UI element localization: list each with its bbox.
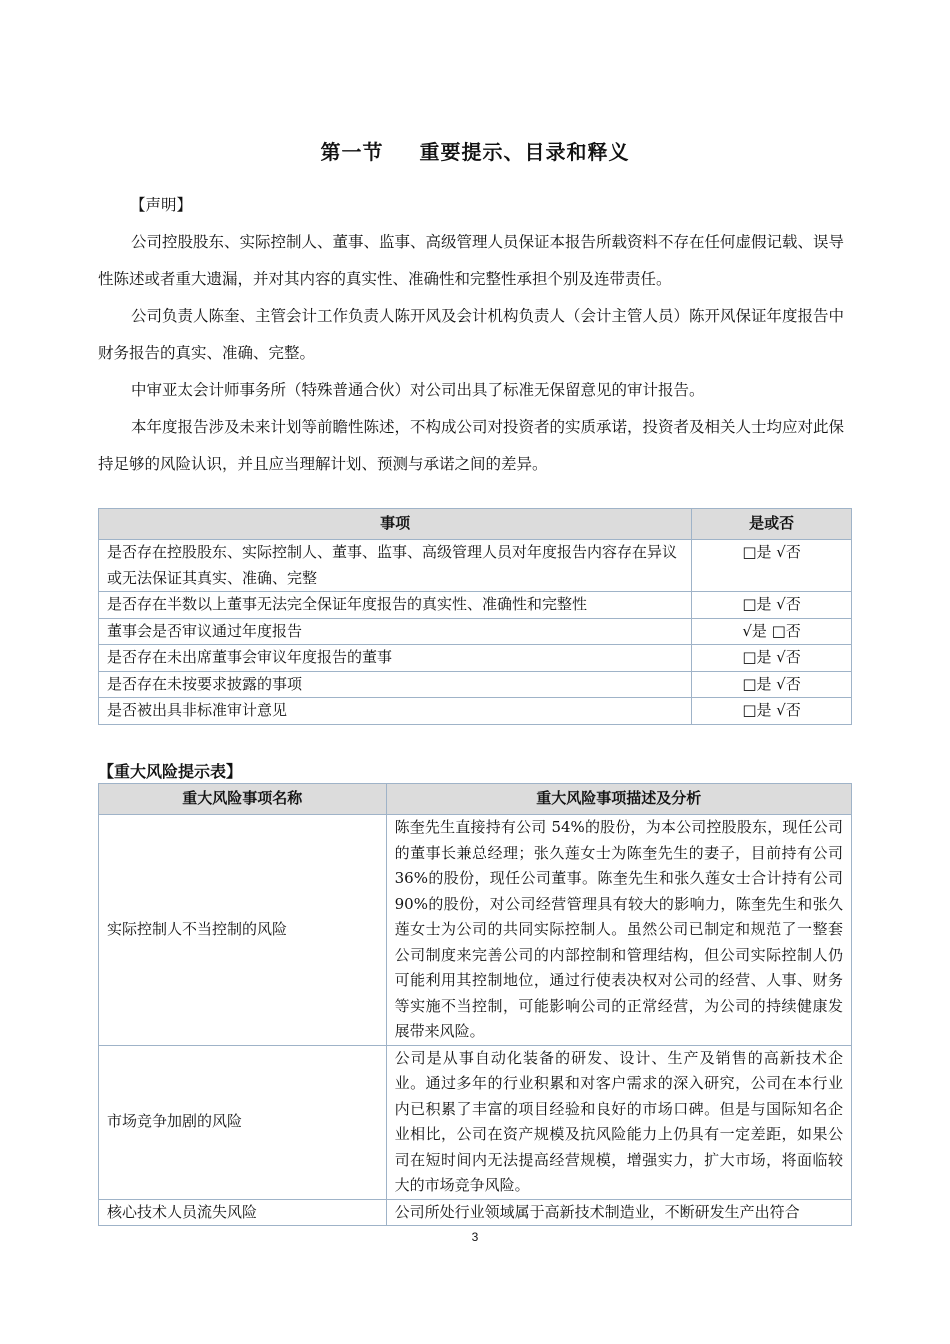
risk-name-cell: 核心技术人员流失风险 (99, 1199, 387, 1226)
table-header-row (99, 509, 852, 540)
risk-description-cell: 公司所处行业领域属于高新技术制造业，不断研发生产出符合 (386, 1199, 851, 1226)
risk-section-label: 【重大风险提示表】 (98, 762, 243, 781)
section-title: 重要提示、目录和释义 (419, 140, 630, 164)
answer-cell: □是 √否 (692, 698, 852, 725)
answer-cell: □是 √否 (692, 592, 852, 619)
paragraph-4: 本年度报告涉及未来计划等前瞻性陈述，不构成公司对投资者的实质承诺，投资者及相关人士均应对此保持足够的风险认识，并且应当理解计划、预测与承诺之间的差异。 (98, 418, 845, 473)
matter-cell: 是否被出具非标准审计意见 (99, 698, 692, 725)
header-risk-description: 重大风险事项描述及分析 (386, 784, 851, 815)
table-row (99, 592, 852, 619)
answer-cell: √是 □否 (692, 618, 852, 645)
table-row (99, 815, 852, 1046)
risk-name-cell: 实际控制人不当控制的风险 (99, 815, 387, 1046)
matter-cell: 是否存在控股股东、实际控制人、董事、监事、高级管理人员对年度报告内容存在异议或无法保证其真实、准确、完整 (99, 540, 692, 592)
table-row (99, 671, 852, 698)
answer-cell: □是 √否 (692, 671, 852, 698)
matter-cell: 是否存在半数以上董事无法完全保证年度报告的真实性、准确性和完整性 (99, 592, 692, 619)
matter-cell: 是否存在未出席董事会审议年度报告的董事 (99, 645, 692, 672)
declaration-label: 【声明】 (130, 196, 193, 214)
paragraph-1: 公司控股股东、实际控制人、董事、监事、高级管理人员保证本报告所载资料不存在任何虚假记载、误导性陈述或者重大遗漏，并对其内容的真实性、准确性和完整性承担个别及连带责任。 (98, 233, 845, 288)
answer-cell: □是 √否 (692, 645, 852, 672)
table-header-row (99, 784, 852, 815)
matter-cell: 是否存在未按要求披露的事项 (99, 671, 692, 698)
table-row (99, 698, 852, 725)
table-row (99, 1045, 852, 1199)
page-title (0, 136, 950, 165)
risk-description-cell: 公司是从事自动化装备的研发、设计、生产及销售的高新技术企业。通过多年的行业积累和对客户需求的深入研究，公司在本行业内已积累了丰富的项目经验和良好的市场口碑。但是与国际知名企业相比，公司在资产规模及抗风险能力上仍具有一定差距，如果公司在短时间内无法提高经营规模，增强实力，扩大市场，将面临较大的市场竞争风险。 (386, 1045, 851, 1199)
paragraph-3: 中审亚太会计师事务所（特殊普通合伙）对公司出具了标准无保留意见的审计报告。 (131, 381, 705, 399)
table-row (99, 1199, 852, 1226)
header-risk-name: 重大风险事项名称 (99, 784, 387, 815)
table-row (99, 645, 852, 672)
matter-cell: 董事会是否审议通过年度报告 (99, 618, 692, 645)
risk-table (98, 783, 852, 1226)
risk-description-cell: 陈奎先生直接持有公司 54%的股份，为本公司控股股东，现任公司的董事长兼总经理；张久莲女士为陈奎先生的妻子，目前持有公司 36%的股份，现任公司董事。陈奎先生和张久莲女士合计持有公司 90%的股份，对公司经营管理具有较大的影响力，陈奎先生和张久莲女士为公司的共同实际控制人。虽然公司已制定和规范了一整套公司制度来完善公司的内部控制和管理结构，但公司实际控制人仍可能利用其控制地位，通过行使表决权对公司的经营、人事、财务等实施不当控制，可能影响公司的正常经营，为公司的持续健康发展带来风险。 (386, 815, 851, 1046)
header-yes-no: 是或否 (692, 509, 852, 540)
risk-name-cell: 市场竞争加剧的风险 (99, 1045, 387, 1199)
table-row (99, 618, 852, 645)
header-matter: 事项 (99, 509, 692, 540)
section-number: 第一节 (320, 140, 384, 164)
paragraph-2: 公司负责人陈奎、主管会计工作负责人陈开风及会计机构负责人（会计主管人员）陈开风保证年度报告中财务报告的真实、准确、完整。 (98, 307, 845, 362)
table-row (99, 540, 852, 592)
page-number: 3 (471, 1230, 479, 1244)
answer-cell: □是 √否 (692, 540, 852, 592)
matters-table (98, 508, 852, 725)
